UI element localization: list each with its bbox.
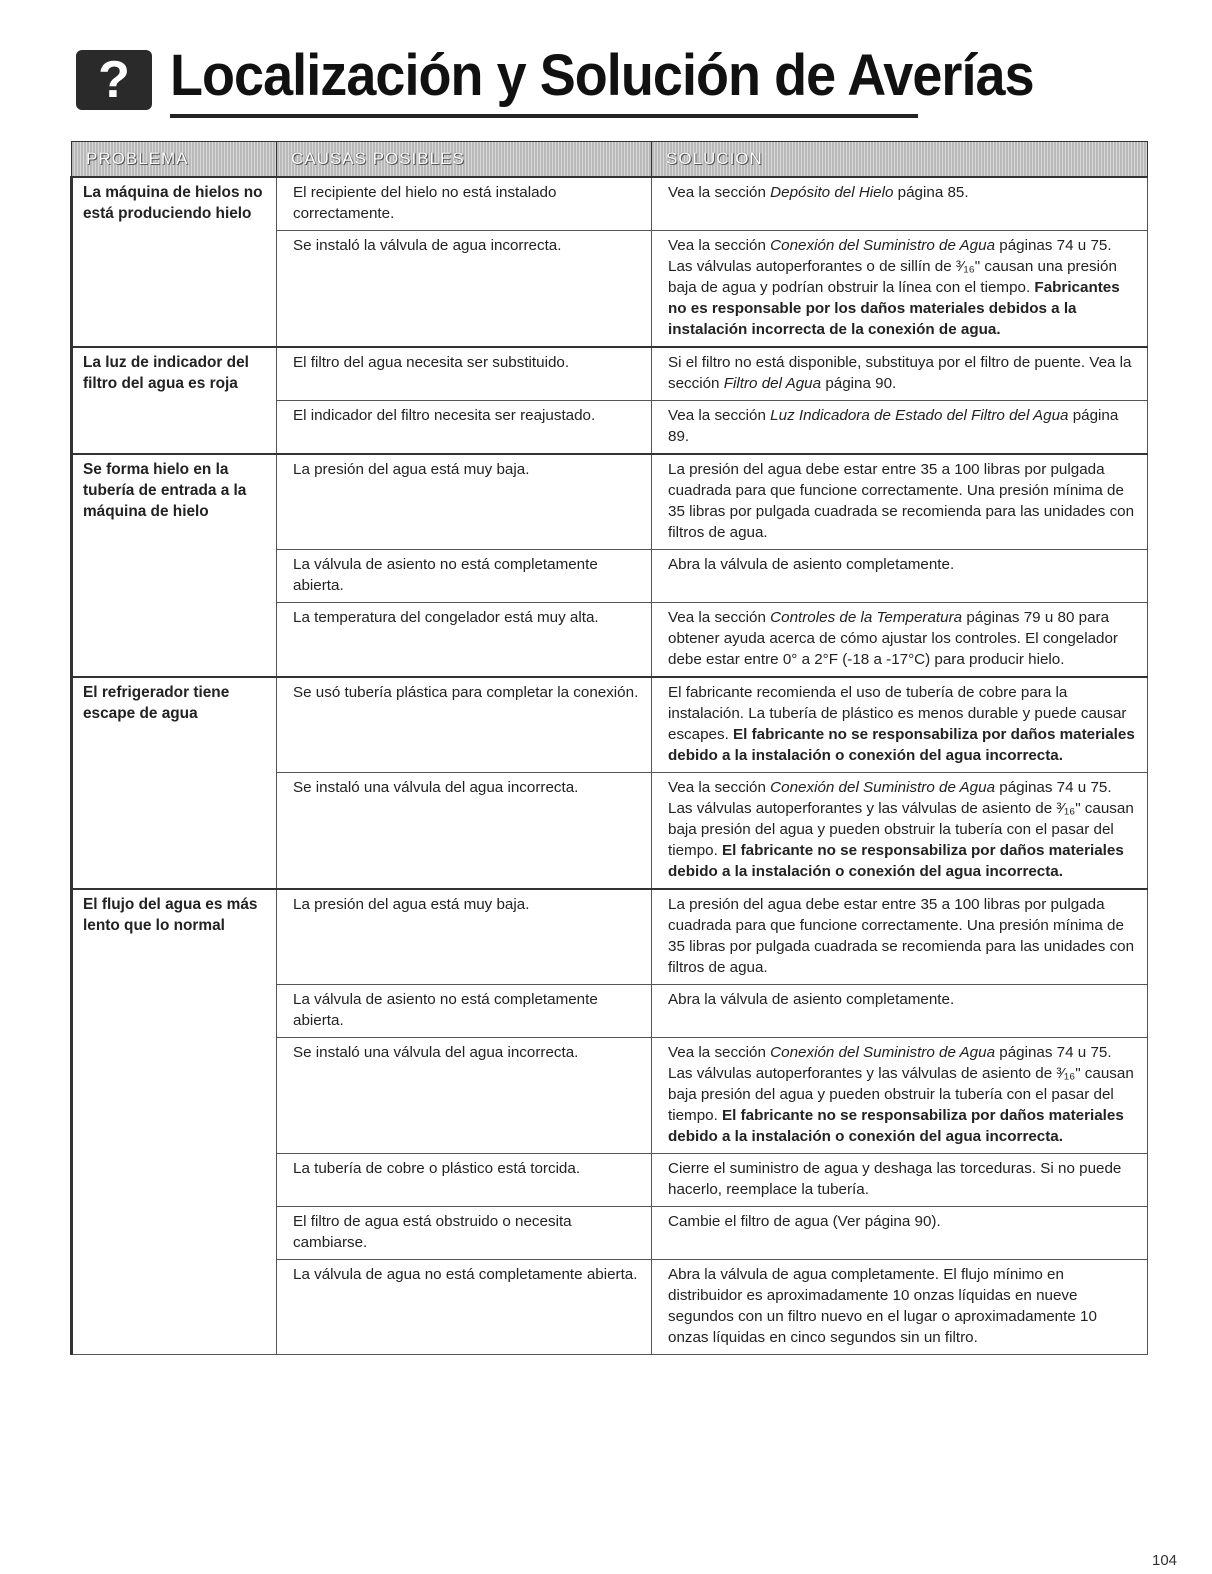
cause-cell: El filtro del agua necesita ser substituido. [277, 347, 652, 401]
cause-cell: La presión del agua está muy baja. [277, 454, 652, 550]
text-segment: Vea la sección [668, 779, 771, 796]
cause-cell: La temperatura del congelador está muy alta. [277, 603, 652, 678]
text-segment: página 89. [668, 407, 1119, 445]
table-row [72, 454, 1148, 550]
solution-cell [652, 454, 1148, 550]
solution-cell [652, 550, 1148, 603]
text-segment: páginas 79 u 80 para obtener ayuda acerca de cómo ajustar los controles. El congelador debe estar entre 0° a 2°F (-18 a -17°C) para producir hielo. [668, 609, 1118, 668]
solution-cell [652, 889, 1148, 985]
column-header-solucion: SOLUCION [652, 142, 1148, 178]
text-segment: Cambie el filtro de agua (Ver página 90). [668, 1213, 941, 1230]
problem-cell: El refrigerador tiene escape de agua [72, 677, 277, 889]
title-underline [170, 114, 918, 118]
cause-cell: El recipiente del hielo no está instalado correctamente. [277, 177, 652, 231]
italic-reference: Luz Indicadora de Estado del Filtro del Agua [770, 407, 1069, 424]
solution-cell [652, 1038, 1148, 1154]
solution-cell [652, 773, 1148, 890]
italic-reference: Conexión del Suministro de Agua [770, 237, 996, 254]
bold-text: El fabricante no se responsabiliza por daños materiales debido a la instalación o conexión del agua incorrecta. [668, 1107, 1124, 1145]
bold-text: El fabricante no se responsabiliza por daños materiales debido a la instalación o conexión del agua incorrecta. [668, 842, 1124, 880]
text-segment: La presión del agua debe estar entre 35 a 100 libras por pulgada cuadrada para que funcione correctamente. Una presión mínima de 35 libras por pulgada cuadrada se recomienda para las unidades con filtros de agua. [668, 461, 1135, 541]
text-segment: páginas 74 u 75. Las válvulas autoperforantes y las válvulas de asiento de ³⁄₁₆" causan baja presión del agua y pueden obstruir la tubería con el pasar del tiempo. [668, 779, 1134, 859]
text-segment: página 90. [821, 375, 897, 392]
solution-cell [652, 177, 1148, 231]
text-segment: Cierre el suministro de agua y deshaga las torceduras. Si no puede hacerlo, reemplace la tubería. [668, 1160, 1122, 1198]
italic-reference: Controles de la Temperatura [770, 609, 963, 626]
italic-reference: Depósito del Hielo [770, 184, 894, 201]
solution-cell [652, 677, 1148, 773]
text-segment: Abra la válvula de asiento completamente. [668, 556, 955, 573]
text-segment: La presión del agua debe estar entre 35 a 100 libras por pulgada cuadrada para que funcione correctamente. Una presión mínima de 35 libras por pulgada cuadrada se recomienda para las unidades con filtros de agua. [668, 896, 1135, 976]
question-mark-icon: ? [76, 50, 152, 110]
text-segment: Vea la sección [668, 237, 771, 254]
text-segment: Vea la sección [668, 407, 771, 424]
page-header [68, 40, 1034, 122]
text-segment: páginas 74 u 75. Las válvulas autoperforantes o de sillín de ³⁄₁₆" causan una presión baja de agua y podrían obstruir la línea con el tiempo. [668, 237, 1117, 296]
problem-cell: La máquina de hielos no está produciendo hielo [72, 177, 277, 347]
solution-cell [652, 603, 1148, 678]
cause-cell: La válvula de agua no está completamente abierta. [277, 1260, 652, 1355]
text-segment: Vea la sección [668, 609, 771, 626]
table-header-row [72, 142, 1148, 178]
cause-cell: Se usó tubería plástica para completar la conexión. [277, 677, 652, 773]
troubleshooting-table [70, 141, 1148, 1355]
text-segment: Abra la válvula de asiento completamente. [668, 991, 955, 1008]
bold-text: El fabricante no se responsabiliza por daños materiales debido a la instalación o conexión del agua incorrecta. [668, 726, 1135, 764]
column-header-causas: CAUSAS POSIBLES [277, 142, 652, 178]
cause-cell: Se instaló la válvula de agua incorrecta. [277, 231, 652, 348]
page-title: Localización y Solución de Averías [170, 43, 1034, 108]
solution-cell [652, 1154, 1148, 1207]
problem-cell: Se forma hielo en la tubería de entrada a la máquina de hielo [72, 454, 277, 677]
bold-text: Fabricantes no es responsable por los daños materiales debidos a la instalación incorrecta de la conexión de agua. [668, 279, 1120, 338]
solution-cell [652, 1260, 1148, 1355]
solution-cell [652, 401, 1148, 455]
column-header-problema: PROBLEMA [72, 142, 277, 178]
cause-cell: La presión del agua está muy baja. [277, 889, 652, 985]
solution-cell [652, 985, 1148, 1038]
problem-cell: El flujo del agua es más lento que lo normal [72, 889, 277, 1355]
table-row [72, 347, 1148, 401]
text-segment: páginas 74 u 75. Las válvulas autoperforantes y las válvulas de asiento de ³⁄₁₆" causan baja presión del agua y pueden obstruir la tubería con el pasar del tiempo. [668, 1044, 1134, 1124]
italic-reference: Conexión del Suministro de Agua [770, 779, 996, 796]
table-row [72, 889, 1148, 985]
solution-cell [652, 231, 1148, 348]
cause-cell: La tubería de cobre o plástico está torcida. [277, 1154, 652, 1207]
page-number: 104 [1152, 1552, 1178, 1569]
cause-cell: El filtro de agua está obstruido o necesita cambiarse. [277, 1207, 652, 1260]
text-segment: El fabricante recomienda el uso de tubería de cobre para la instalación. La tubería de plástico es menos durable y puede causar escapes. [668, 684, 1127, 743]
cause-cell: Se instaló una válvula del agua incorrecta. [277, 1038, 652, 1154]
cause-cell: La válvula de asiento no está completamente abierta. [277, 550, 652, 603]
cause-cell: El indicador del filtro necesita ser reajustado. [277, 401, 652, 455]
text-segment: Si el filtro no está disponible, substituya por el filtro de puente. Vea la sección [668, 354, 1132, 392]
cause-cell: La válvula de asiento no está completamente abierta. [277, 985, 652, 1038]
italic-reference: Conexión del Suministro de Agua [770, 1044, 996, 1061]
solution-cell [652, 1207, 1148, 1260]
text-segment: Abra la válvula de agua completamente. El flujo mínimo en distribuidor es aproximadamente 10 onzas líquidas en nueve segundos con un filtro nuevo en el lugar o aproximadamente 10 onzas líquidas en cinco segundos sin un filtro. [668, 1266, 1097, 1346]
text-segment: Vea la sección [668, 184, 771, 201]
solution-cell [652, 347, 1148, 401]
table-row [72, 177, 1148, 231]
problem-cell: La luz de indicador del filtro del agua es roja [72, 347, 277, 454]
table-row [72, 677, 1148, 773]
cause-cell: Se instaló una válvula del agua incorrecta. [277, 773, 652, 890]
text-segment: Vea la sección [668, 1044, 771, 1061]
italic-reference: Filtro del Agua [723, 375, 822, 392]
text-segment: página 85. [893, 184, 969, 201]
